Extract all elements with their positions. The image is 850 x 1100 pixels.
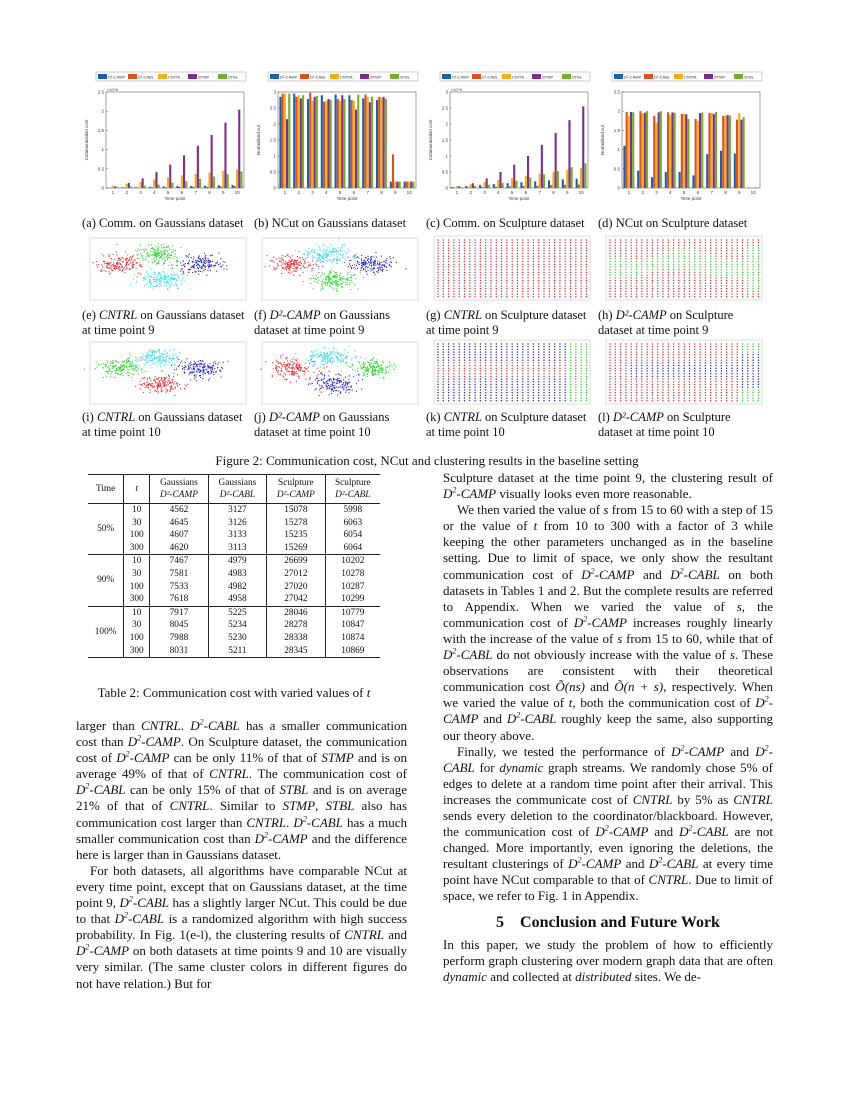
header-t: t <box>124 475 150 504</box>
table-cell: 10874 <box>341 632 365 643</box>
bar-chart <box>254 68 422 208</box>
svg-text:5: 5 <box>166 190 170 195</box>
table-cell: 5225 <box>208 606 266 619</box>
legend <box>440 72 590 81</box>
subcaption-h: (h) D²-CAMP on Sculpture dataset at time point 9 <box>598 308 734 337</box>
svg-text:0.5: 0.5 <box>97 166 104 172</box>
svg-text:7: 7 <box>366 190 369 195</box>
svg-text:4: 4 <box>497 190 500 195</box>
svg-text:STMP: STMP <box>714 74 726 80</box>
paragraph: In this paper, we study the problem of how to efficiently perform graph clustering over modern graph data that are often dynamic and collected at distributed sites. We de- <box>443 936 773 984</box>
svg-text:10: 10 <box>406 190 412 195</box>
svg-text:2: 2 <box>297 190 300 195</box>
scatter-j-d2camp-gaussians-t10 <box>254 338 422 410</box>
time-group: 50% <box>88 504 124 555</box>
table-cell: 30 <box>124 568 150 581</box>
subcaption-k: (k) CNTRL on Sculpture dataset at time point 10 <box>426 410 587 439</box>
table-cell: 100 <box>124 529 150 542</box>
header-col-1: Gaussians D²-CAMP <box>150 475 209 504</box>
svg-text:10: 10 <box>578 190 584 195</box>
table-cell: 3133 <box>208 529 266 542</box>
table-cell: 7988 <box>150 632 209 645</box>
svg-text:D²-CAMP: D²-CAMP <box>280 74 298 80</box>
table-cell: 28345 <box>267 645 326 658</box>
svg-text:2: 2 <box>445 121 448 127</box>
table-cell: 15278 <box>267 517 326 530</box>
paragraph: Finally, we tested the performance of $D^2$-CAMP and $D^2$-CABL for dynamic graph streams. We randomly chose 5% of edges to delete at a random time point after their arrival. This increases the communicate cost of CNTRL by 5% as CNTRL sends every deletion to the coordinator/blackboard. However, the communication cost of $D^2$-CAMP and $D^2$-CABL are not changed. More importantly, even ignoring the deletions, the resultant clusterings of $D^2$-CAMP and $D^2$-CABL at every time point have NCut comparable to that of CNTRL. Due to limit of space, we refer to Fig. 1 in Appendix. <box>443 743 774 904</box>
table-cell: 28046 <box>267 606 326 619</box>
chart-c-comm-sculpture <box>426 68 594 208</box>
svg-text:Normalized cut: Normalized cut <box>256 124 261 156</box>
svg-text:CNTRL: CNTRL <box>168 74 182 80</box>
svg-text:Time point: Time point <box>680 196 702 201</box>
table-cell: 10869 <box>341 645 365 656</box>
svg-text:STBL: STBL <box>400 74 411 80</box>
table-cell: 10287 <box>341 581 365 592</box>
table-cell: 30 <box>124 619 150 632</box>
table-cell: 27020 <box>267 581 326 594</box>
svg-text:1: 1 <box>627 190 631 195</box>
svg-text:Time point: Time point <box>336 196 358 201</box>
svg-text:6: 6 <box>352 190 356 195</box>
table-cell: 7581 <box>150 568 209 581</box>
svg-text:2: 2 <box>617 108 620 114</box>
table-row <box>88 632 380 645</box>
scatter-g-cntrl-sculpture-t9 <box>426 234 594 306</box>
svg-text:1.5: 1.5 <box>97 127 104 133</box>
left-column <box>76 718 407 992</box>
table-cell: 3127 <box>208 504 266 517</box>
table-cell: 4982 <box>208 581 266 594</box>
table-cell: 8031 <box>150 645 209 658</box>
table-cell: 4562 <box>150 504 209 517</box>
svg-text:D²-CAMP: D²-CAMP <box>452 74 470 80</box>
table-row <box>88 555 380 568</box>
table-cell: 10299 <box>341 594 365 605</box>
paragraph: We then varied the value of s from 15 to 60 with a step of 15 or the value of t from 10 to 300 with a factor of 3 while keeping the other parameters unchanged as in the baseline setting. Due to limit of space, we only show the resultant communication cost of $D^2$-CAMP and $D^2$-CABL on both datasets in Tables 1 and 2. But the complete results are referred to Appendix. When we varied the value of s, the communication cost of $D^2$-CAMP increases roughly linearly with the increase of the value of s from 15 to 60, while that of $D^2$-CABL do not obviously increase with the value of s. These observations are consistent with their theoretical communication cost Õ(ns) and Õ(n + s), respectively. When we varied the value of t, both the communication cost of $D^2$-CAMP and $D^2$-CABL roughly keep the same, also supporting our theory above. <box>443 502 774 743</box>
svg-text:9: 9 <box>222 190 225 195</box>
table-cell: 5230 <box>208 632 266 645</box>
table-cell: 10 <box>124 555 150 568</box>
svg-text:Communication cost: Communication cost <box>84 119 89 161</box>
table-cell: 26699 <box>267 555 326 568</box>
svg-text:2: 2 <box>125 190 128 195</box>
scatter-plot <box>254 234 422 306</box>
svg-text:0.5: 0.5 <box>269 169 276 175</box>
svg-text:1: 1 <box>617 147 620 153</box>
svg-text:1: 1 <box>283 190 287 195</box>
header-col-4: Sculpture D²-CABL <box>335 478 371 500</box>
table-row <box>88 619 380 632</box>
svg-text:1: 1 <box>445 153 448 159</box>
header-time: Time <box>88 475 124 504</box>
scatter-f-d2camp-gaussians-t9 <box>254 234 422 306</box>
svg-text:5: 5 <box>510 190 514 195</box>
svg-text:CNTRL: CNTRL <box>340 74 354 80</box>
svg-text:CNTRL: CNTRL <box>512 74 526 80</box>
table-cell: 4620 <box>150 542 209 555</box>
table-cell: 10847 <box>341 620 365 631</box>
grid-plot <box>598 338 766 410</box>
table-row <box>88 593 380 606</box>
time-group: 100% <box>88 606 124 657</box>
right-column <box>443 470 773 985</box>
svg-text:STMP: STMP <box>542 74 554 80</box>
svg-text:STBL: STBL <box>228 74 239 80</box>
svg-text:0: 0 <box>101 185 104 191</box>
svg-text:0: 0 <box>273 185 276 191</box>
subcaption-b: (b) NCut on Gaussians dataset <box>254 216 407 230</box>
svg-text:3: 3 <box>311 190 314 195</box>
scatter-h-d2camp-sculpture-t9 <box>598 234 766 306</box>
table-cell: 27042 <box>267 593 326 606</box>
svg-text:3: 3 <box>483 190 486 195</box>
table-cell: 3113 <box>208 542 266 555</box>
svg-text:D²-CABL: D²-CABL <box>138 74 155 80</box>
svg-text:3: 3 <box>445 89 448 95</box>
grid-plot <box>426 338 594 410</box>
table-cell: 7917 <box>150 606 209 619</box>
svg-text:3: 3 <box>139 190 142 195</box>
legend <box>96 72 246 81</box>
svg-text:CNTRL: CNTRL <box>684 74 698 80</box>
header-col-2: Gaussians D²-CABL <box>208 475 266 504</box>
table-cell: 7467 <box>150 555 209 568</box>
svg-text:1: 1 <box>111 190 115 195</box>
svg-text:6: 6 <box>524 190 528 195</box>
svg-text:D²-CABL: D²-CABL <box>654 74 671 80</box>
table-cell: 10278 <box>341 568 365 579</box>
table-cell: 8045 <box>150 619 209 632</box>
svg-text:2: 2 <box>101 108 104 114</box>
table-cell: 5998 <box>343 505 363 515</box>
svg-text:Time point: Time point <box>508 196 530 201</box>
table-cell: 100 <box>124 581 150 594</box>
svg-text:9: 9 <box>738 190 741 195</box>
scatter-plot <box>82 338 250 410</box>
svg-text:STBL: STBL <box>744 74 755 80</box>
table-2 <box>88 474 380 658</box>
section-heading: 5 Conclusion and Future Work <box>496 913 720 931</box>
table-cell: 7533 <box>150 581 209 594</box>
bar-chart <box>426 68 594 208</box>
svg-text:10: 10 <box>234 190 240 195</box>
svg-text:8: 8 <box>208 190 211 195</box>
svg-text:3: 3 <box>655 190 658 195</box>
subcaption-a: (a) Comm. on Gaussians dataset <box>82 216 244 230</box>
svg-text:7: 7 <box>194 190 197 195</box>
subcaption-e: (e) CNTRL on Gaussians dataset at time point 9 <box>82 308 245 337</box>
table-cell: 7618 <box>150 593 209 606</box>
legend <box>612 72 762 81</box>
grid-plot <box>426 234 594 306</box>
svg-text:D²-CAMP: D²-CAMP <box>108 74 126 80</box>
table-cell: 28278 <box>267 619 326 632</box>
svg-text:Communication cost: Communication cost <box>428 119 433 161</box>
scatter-e-cntrl-gaussians-t9 <box>82 234 250 306</box>
table-cell: 15078 <box>267 504 326 517</box>
svg-text:10: 10 <box>750 190 756 195</box>
svg-text:Time point: Time point <box>164 196 186 201</box>
table-row <box>88 542 380 555</box>
table-cell: 4645 <box>150 517 209 530</box>
svg-text:4: 4 <box>669 190 672 195</box>
table-row <box>88 568 380 581</box>
subcaption-d: (d) NCut on Sculpture dataset <box>598 216 748 230</box>
svg-text:3: 3 <box>273 89 276 95</box>
table-row <box>88 517 380 530</box>
table-row <box>88 529 380 542</box>
svg-text:8: 8 <box>380 190 383 195</box>
table-cell: 27012 <box>267 568 326 581</box>
paragraph: For both datasets, all algorithms have comparable NCut at every time point, except that on Gaussians dataset, at the time point 9, $D^2$-CABL has a slightly larger NCut. This could be due to that $D^2$-CABL is a randomized algorithm with high success probability. In Fig. 1(e-l), the clustering results of CNTRL and $D^2$-CAMP on both datasets at time points 9 and 10 are visually very similar. (The same cluster colors in different figures do not have relation.) But for <box>76 862 408 991</box>
svg-text:D²-CABL: D²-CABL <box>310 74 327 80</box>
table-row <box>88 504 380 517</box>
table-cell: 10779 <box>341 607 365 618</box>
bar-chart <box>82 68 250 208</box>
svg-text:0.5: 0.5 <box>441 169 448 175</box>
table-row <box>88 645 380 658</box>
table-cell: 6054 <box>343 530 363 541</box>
chart-b-ncut-gaussians <box>254 68 422 208</box>
svg-text:1.5: 1.5 <box>613 127 620 133</box>
table-caption: Table 2: Communication cost with varied values of t <box>97 685 371 700</box>
table-cell: 10202 <box>341 556 365 567</box>
subcaption-f: (f) D²-CAMP on Gaussians dataset at time point 9 <box>254 308 391 337</box>
svg-text:7: 7 <box>710 190 713 195</box>
table-cell: 6064 <box>343 542 363 553</box>
table-cell: 4607 <box>150 529 209 542</box>
table-cell: 3126 <box>208 517 266 530</box>
svg-text:2.5: 2.5 <box>613 89 620 95</box>
subcaption-g: (g) CNTRL on Sculpture dataset at time point 9 <box>426 308 587 337</box>
svg-text:0: 0 <box>617 185 620 191</box>
svg-text:9: 9 <box>566 190 569 195</box>
svg-text:1.5: 1.5 <box>269 137 276 143</box>
svg-text:2: 2 <box>641 190 644 195</box>
table-cell: 5234 <box>208 619 266 632</box>
svg-text:4: 4 <box>153 190 156 195</box>
svg-text:D²-CABL: D²-CABL <box>482 74 499 80</box>
svg-text:9: 9 <box>394 190 397 195</box>
table-cell: 28338 <box>267 632 326 645</box>
subcaption-l: (l) D²-CAMP on Sculpture dataset at time point 10 <box>598 410 731 439</box>
table-cell: 5211 <box>208 645 266 658</box>
svg-text:2.5: 2.5 <box>441 105 448 111</box>
table-cell: 300 <box>124 542 150 555</box>
comm-cost-table <box>88 474 380 658</box>
table-cell: 10 <box>124 606 150 619</box>
table-cell: 15269 <box>267 542 326 555</box>
svg-text:8: 8 <box>724 190 727 195</box>
table-cell: 4979 <box>208 555 266 568</box>
grid-plot <box>598 234 766 306</box>
table-cell: 15235 <box>267 529 326 542</box>
header-col-3: Sculpture D²-CAMP <box>267 475 326 504</box>
bar-chart <box>598 68 766 208</box>
scatter-i-cntrl-gaussians-t10 <box>82 338 250 410</box>
chart-a-comm-gaussians <box>82 68 250 208</box>
svg-text:STMP: STMP <box>370 74 382 80</box>
svg-text:8: 8 <box>552 190 555 195</box>
table-cell: 4958 <box>208 593 266 606</box>
table-row <box>88 606 380 619</box>
svg-text:6: 6 <box>180 190 184 195</box>
svg-text:5: 5 <box>338 190 342 195</box>
table-cell: 100 <box>124 632 150 645</box>
subcaption-c: (c) Comm. on Sculpture dataset <box>426 216 585 230</box>
svg-text:2: 2 <box>273 121 276 127</box>
svg-text:1: 1 <box>455 190 459 195</box>
svg-text:6: 6 <box>696 190 700 195</box>
paragraph: larger than CNTRL. $D^2$-CABL has a smaller communication cost than $D^2$-CAMP. On Sculpture dataset, the communication cost of $D^2$-CAMP can be only 11% of that of STMP and is on average 49% of that of CNTRL. The communication cost of $D^2$-CABL can be only 15% of that of STBL and is on average 21% of that of CNTRL. Similar to STMP, STBL also has communication cost larger than CNTRL. $D^2$-CABL has a much smaller communication cost than $D^2$-CAMP and the difference here is larger than in Gaussians dataset. <box>76 717 408 862</box>
svg-text:2.5: 2.5 <box>97 89 104 95</box>
svg-text:STMP: STMP <box>198 74 210 80</box>
svg-text:2.5: 2.5 <box>269 105 276 111</box>
table-cell: 300 <box>124 645 150 658</box>
subcaption-j: (j) D²-CAMP on Gaussians dataset at time point 10 <box>254 410 390 439</box>
figure-caption: Figure 2: Communication cost, NCut and clustering results in the baseline setting <box>215 453 639 468</box>
svg-text:0.5: 0.5 <box>613 166 620 172</box>
svg-text:STBL: STBL <box>572 74 583 80</box>
svg-text:4: 4 <box>325 190 328 195</box>
svg-text:1: 1 <box>273 153 276 159</box>
subcaption-i: (i) CNTRL on Gaussians dataset at time point 10 <box>82 410 243 439</box>
svg-text:×10^5: ×10^5 <box>451 87 462 92</box>
table-row <box>88 581 380 594</box>
chart-d-ncut-sculpture <box>598 68 766 208</box>
scatter-plot <box>82 234 250 306</box>
table-cell: 6063 <box>343 517 363 528</box>
svg-text:1: 1 <box>101 147 104 153</box>
table-cell: 10 <box>124 504 150 517</box>
table-cell: 4983 <box>208 568 266 581</box>
table-cell: 30 <box>124 517 150 530</box>
paragraph: Sculpture dataset at the time point 9, the clustering result of $D^2$-CAMP visually looks even more reasonable. <box>443 470 773 502</box>
svg-text:5: 5 <box>682 190 686 195</box>
scatter-k-cntrl-sculpture-t10 <box>426 338 594 410</box>
svg-text:0: 0 <box>445 185 448 191</box>
svg-text:D²-CAMP: D²-CAMP <box>624 74 642 80</box>
svg-text:Normalized cut: Normalized cut <box>600 124 605 156</box>
svg-text:7: 7 <box>538 190 541 195</box>
svg-text:×10^6: ×10^6 <box>107 87 118 92</box>
svg-text:1.5: 1.5 <box>441 137 448 143</box>
legend <box>268 72 418 81</box>
scatter-l-d2camp-sculpture-t10 <box>598 338 766 410</box>
time-group: 90% <box>88 555 124 606</box>
scatter-plot <box>254 338 422 410</box>
svg-text:2: 2 <box>469 190 472 195</box>
table-cell: 300 <box>124 593 150 606</box>
